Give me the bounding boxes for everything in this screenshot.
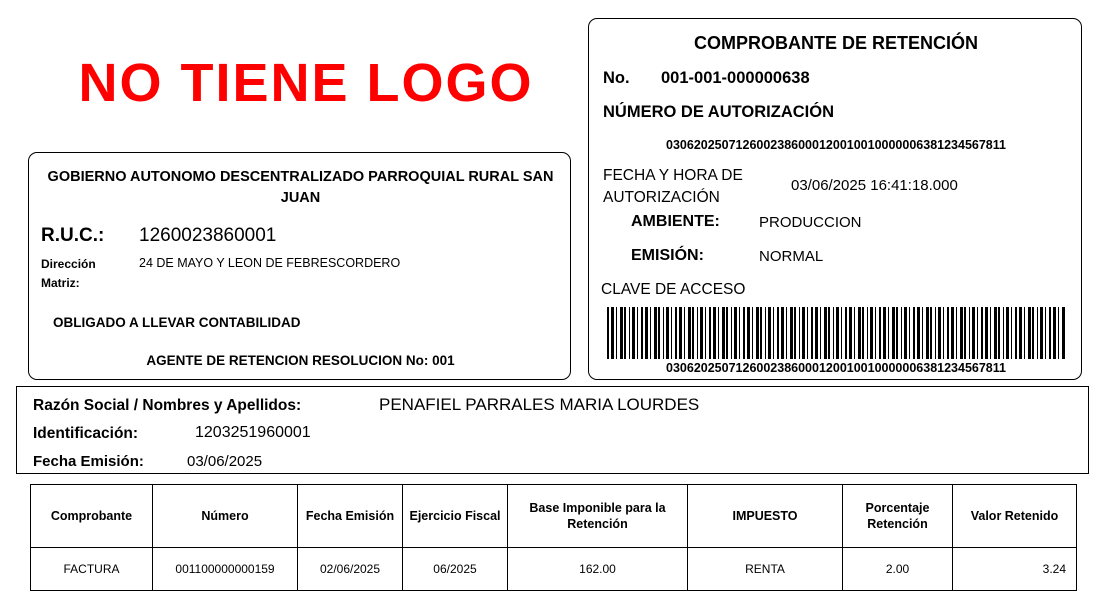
th-porcentaje-retencion: Porcentaje Retención (843, 485, 953, 548)
environment-value: PRODUCCION (759, 214, 862, 231)
cell-fecha-emision: 02/06/2025 (298, 548, 403, 591)
barcode-icon (607, 307, 1065, 359)
cell-ejercicio-fiscal: 06/2025 (403, 548, 508, 591)
th-numero: Número (153, 485, 298, 548)
authorization-number: 0306202507126002386000120010010000006381234567811 (666, 138, 1006, 152)
receipt-title: COMPROBANTE DE RETENCIÓN (693, 33, 978, 53)
authorization-title: NÚMERO DE AUTORIZACIÓN (603, 103, 834, 121)
retention-agent-resolution: AGENTE DE RETENCION RESOLUCION No: 001 (146, 353, 455, 368)
receiver-name-value: PENAFIEL PARRALES MARIA LOURDES (379, 395, 700, 414)
cell-valor-retenido: 3.24 (953, 548, 1077, 591)
logo-placeholder-text: NO TIENE LOGO (78, 53, 534, 113)
authorization-date-label: FECHA Y HORA DE AUTORIZACIÓN (603, 167, 743, 206)
issuer-ruc-label: R.U.C.: (41, 225, 105, 246)
th-valor-retenido: Valor Retenido (953, 485, 1077, 548)
cell-base-imponible: 162.00 (508, 548, 688, 591)
receiver-name-label: Razón Social / Nombres y Apellidos: (33, 397, 302, 414)
receiver-info-box (16, 386, 1089, 474)
receiver-date-label: Fecha Emisión: (33, 453, 144, 470)
receipt-info-box (588, 18, 1082, 380)
cell-numero: 001100000000159 (153, 548, 298, 591)
issuer-address-label: Dirección Matriz: (41, 257, 96, 290)
authorization-date-value: 03/06/2025 16:41:18.000 (791, 177, 958, 194)
cell-comprobante: FACTURA (31, 548, 153, 591)
environment-label: AMBIENTE: (631, 213, 720, 230)
accounting-obligation-note: OBLIGADO A LLEVAR CONTABILIDAD (53, 315, 301, 330)
retention-detail-table (30, 484, 1077, 591)
access-key-value: 0306202507126002386000120010010000006381234567811 (666, 361, 1006, 375)
receipt-number-value: 001-001-000000638 (661, 69, 810, 87)
table-header-row (31, 485, 1077, 548)
th-comprobante: Comprobante (31, 485, 153, 548)
emission-label: EMISIÓN: (631, 247, 704, 264)
receiver-date-value: 03/06/2025 (187, 453, 263, 470)
cell-porcentaje: 2.00 (843, 548, 953, 591)
issuer-address-value: 24 DE MAYO Y LEON DE FEBRESCORDERO (139, 256, 401, 270)
issuer-info-box (28, 152, 571, 380)
th-base-imponible: Base Imponible para la Retención (508, 485, 688, 548)
receiver-id-label: Identificación: (33, 425, 139, 442)
access-key-label: CLAVE DE ACCESO (601, 281, 746, 298)
th-ejercicio-fiscal: Ejercicio Fiscal (403, 485, 508, 548)
th-fecha-emision: Fecha Emisión (298, 485, 403, 548)
emission-value: NORMAL (759, 248, 824, 265)
table-row (31, 548, 1077, 591)
issuer-ruc-value: 1260023860001 (139, 225, 277, 246)
cell-impuesto: RENTA (688, 548, 843, 591)
receiver-id-value: 1203251960001 (195, 424, 311, 441)
issuer-name: GOBIERNO AUTONOMO DESCENTRALIZADO PARROQUIAL RURAL SAN JUAN (47, 169, 554, 207)
receipt-number-label: No. (603, 69, 630, 87)
th-impuesto: IMPUESTO (688, 485, 843, 548)
